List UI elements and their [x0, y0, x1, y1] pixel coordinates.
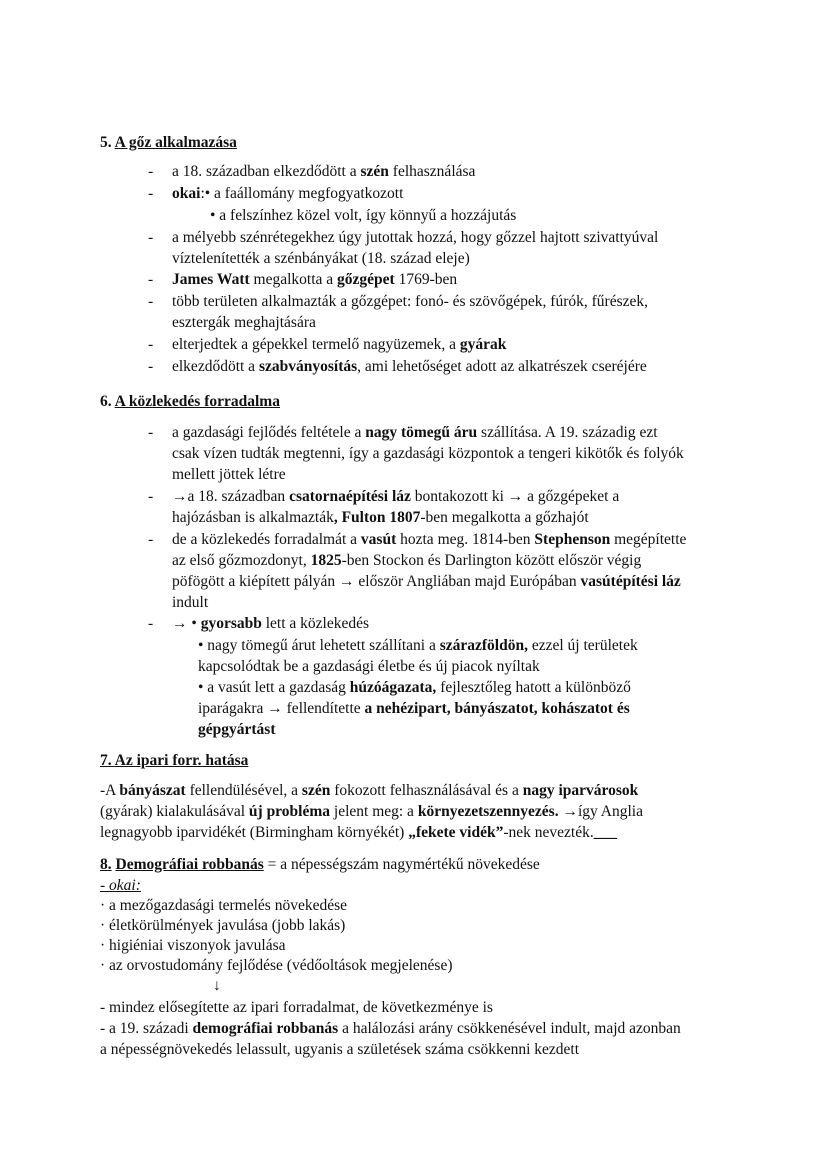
text-segment: bányászat — [119, 782, 186, 799]
text-segment: csak vízen tudták megtenni, így a gazdasági központok a tengeri kikötők és folyók — [172, 445, 684, 462]
text-segment: ↓ — [213, 977, 221, 994]
text-line — [198, 636, 638, 656]
text-segment: - mindez elősegítette az ipari forradalmat, de következménye is — [100, 999, 493, 1016]
text-segment: - a 19. századi — [100, 1020, 193, 1037]
text-segment: -ben Stockon és Darlington között először végig — [341, 552, 642, 569]
text-segment: fokozott felhasználásával és a — [330, 782, 523, 799]
text-line — [100, 1019, 681, 1039]
bullet-dash: - — [148, 163, 154, 180]
text-segment: szén — [301, 782, 331, 799]
text-segment: demográfiai robbanás — [192, 1020, 339, 1037]
text-line — [198, 720, 276, 740]
text-line — [100, 823, 617, 843]
bullet-dash: - — [148, 336, 154, 353]
text-segment: fejlesztőleg hatott a különböző — [436, 679, 631, 696]
text-segment: húzóágazata, — [349, 679, 437, 696]
text-segment: új probléma — [248, 803, 331, 820]
text-segment: · a mezőgazdasági termelés növekedése — [100, 897, 348, 914]
text-segment: pöfögött a kiépített pályán → először Angliában majd Európában — [172, 573, 581, 590]
text-line — [100, 896, 347, 916]
text-segment: jelent meg: a — [330, 803, 418, 820]
section-6-heading: 6. A közlekedés forradalma — [100, 393, 280, 410]
text-segment: több területen alkalmazták a gőzgépet: fonó- és szövőgépek, fúrók, fűrészek, — [172, 293, 649, 310]
text-segment: vasútépítési láz — [580, 573, 681, 590]
bullet-dash: - — [148, 424, 154, 441]
text-line — [100, 1040, 579, 1060]
text-segment: -A — [100, 782, 120, 799]
text-segment: lett a közlekedés — [261, 615, 370, 632]
text-line — [172, 572, 681, 592]
text-line — [172, 614, 369, 634]
section-5-heading: 5. A gőz alkalmazása — [100, 134, 237, 151]
text-line — [172, 162, 475, 182]
text-segment: az első gőzmozdonyt, — [172, 552, 311, 569]
text-segment: • nagy tömegű árut lehetett szállítani a — [198, 637, 440, 654]
bullet-dash: - — [148, 185, 154, 202]
bullet-dash: - — [148, 531, 154, 548]
text-segment: →a 18. században — [172, 488, 290, 505]
text-segment: · higiéniai viszonyok javulása — [100, 937, 286, 954]
text-line — [100, 936, 286, 956]
text-segment: szén — [360, 163, 389, 180]
bullet-dash: - — [148, 358, 154, 375]
section-6-title: A közlekedés forradalma — [114, 393, 280, 410]
section-5-title: A gőz alkalmazása — [114, 134, 237, 151]
text-line — [172, 335, 506, 355]
bullet-dash: - — [148, 229, 154, 246]
text-line — [100, 956, 453, 976]
text-line — [172, 593, 208, 613]
text-line — [172, 508, 589, 528]
text-line — [198, 699, 630, 719]
bullet-dash: - — [148, 271, 154, 288]
text-segment: gyorsabb — [200, 615, 262, 632]
text-segment: gőzgépet — [337, 271, 395, 288]
text-segment: nagy iparvárosok — [522, 782, 639, 799]
text-segment: kapcsolódtak be a gazdasági életbe és új piacok nyíltak — [198, 658, 540, 675]
text-line — [198, 678, 631, 698]
text-segment: gépgyártást — [198, 721, 276, 738]
text-segment: a halálozási arány csökkenésével indult, majd azonban — [338, 1020, 681, 1037]
bullet-dash: - — [148, 615, 154, 632]
text-segment: vasút — [360, 531, 397, 548]
text-segment: a mélyebb szénrétegekhez úgy jutottak hozzá, hogy gőzzel hajtott szivattyúval — [172, 229, 659, 246]
causes-label: - okai: — [100, 877, 141, 894]
text-segment: • a felszínhez közel volt, így könnyű a hozzájutás — [210, 207, 517, 224]
text-line — [172, 313, 316, 333]
text-segment: →így Anglia — [558, 803, 643, 820]
section-7-title: Az ipari forr. hatása — [114, 752, 249, 769]
text-segment: (gyárak) kialakulásával — [100, 803, 249, 820]
text-segment: · életkörülmények javulása (jobb lakás) — [100, 917, 346, 934]
text-segment: legnagyobb iparvidékét (Birmingham környékét) — [100, 824, 409, 841]
text-line — [172, 551, 641, 571]
text-segment: ___ — [593, 824, 617, 841]
text-segment: hozta meg. 1814-ben — [396, 531, 535, 548]
text-line — [172, 530, 686, 550]
text-segment: szárazföldön, — [439, 637, 528, 654]
text-segment: indult — [172, 594, 209, 611]
text-segment: a gazdasági fejlődés feltétele a — [172, 424, 366, 441]
text-segment: okai — [172, 185, 201, 202]
section-8-heading: 8. Demográfiai robbanás = a népességszám nagymértékű növekedése — [100, 856, 540, 873]
text-segment: csatornaépítési láz — [289, 488, 411, 505]
section-8-title: Demográfiai robbanás — [115, 856, 264, 873]
text-segment: de a közlekedés forradalmát a — [172, 531, 361, 548]
text-segment: · az orvostudomány fejlődése (védőoltások megjelenése) — [100, 957, 453, 974]
text-line — [213, 976, 221, 996]
text-segment: iparágakra → fellendítette — [198, 700, 365, 717]
text-segment: a népességnövekedés lelassult, ugyanis a születések száma csökkenni kezdett — [100, 1041, 580, 1058]
text-segment: bontakozott ki → a gőzgépeket a — [410, 488, 620, 505]
text-line — [100, 916, 345, 936]
text-segment: → • — [172, 615, 201, 632]
text-line — [172, 228, 658, 248]
text-segment: „fekete vidék” — [408, 824, 504, 841]
text-segment: hajózásban is alkalmazták — [172, 509, 334, 526]
text-segment: , Fulton 1807 — [333, 509, 421, 526]
text-segment: ezzel új területek — [527, 637, 638, 654]
text-segment: megépítette — [610, 531, 687, 548]
text-segment: nagy tömegű áru — [365, 424, 478, 441]
text-segment: elkezdődött a — [172, 358, 259, 375]
text-segment: :• a faállomány megfogyatkozott — [200, 185, 404, 202]
text-line — [172, 292, 648, 312]
text-line — [172, 487, 619, 507]
text-line — [100, 998, 493, 1018]
text-segment: elterjedtek a gépekkel termelő nagyüzemek, a — [172, 336, 460, 353]
text-segment: -ben megalkotta a gőzhajót — [420, 509, 589, 526]
text-segment: víztelenítették a szénbányákat (18. század eleje) — [172, 250, 470, 267]
text-segment: James Watt — [172, 271, 250, 288]
text-segment: 1825 — [310, 552, 342, 569]
text-line — [172, 444, 684, 464]
text-segment: környezetszennyezés. — [417, 803, 559, 820]
text-line — [172, 423, 658, 443]
section-7-heading: 7. Az ipari forr. hatása — [100, 752, 249, 769]
text-segment: -nek nevezték. — [503, 824, 594, 841]
text-segment: szabványosítás — [258, 358, 358, 375]
text-line — [172, 357, 647, 377]
text-segment: mellett jöttek létre — [172, 466, 286, 483]
text-segment: a nehézipart, bányászatot, kohászatot és — [364, 700, 630, 717]
text-line — [172, 184, 403, 204]
text-segment: a 18. században elkezdődött a — [172, 163, 361, 180]
text-line — [100, 802, 643, 822]
text-line — [172, 249, 470, 269]
text-line — [172, 465, 286, 485]
text-line — [100, 781, 638, 801]
text-segment: gyárak — [459, 336, 507, 353]
text-line — [198, 657, 540, 677]
text-segment: , ami lehetőséget adott az alkatrészek cseréjére — [357, 358, 647, 375]
text-segment: esztergák meghajtására — [172, 314, 316, 331]
text-segment: • a vasút lett a gazdaság — [198, 679, 350, 696]
bullet-dash: - — [148, 293, 154, 310]
text-segment: szállítása. A 19. századig ezt — [477, 424, 658, 441]
text-line — [172, 270, 457, 290]
text-segment: fellendülésével, a — [185, 782, 302, 799]
text-line — [210, 206, 516, 226]
bullet-dash: - — [148, 488, 154, 505]
text-segment: megalkotta a — [249, 271, 338, 288]
text-segment: 1769-ben — [394, 271, 458, 288]
text-segment: Stephenson — [534, 531, 611, 548]
text-segment: felhasználása — [388, 163, 476, 180]
